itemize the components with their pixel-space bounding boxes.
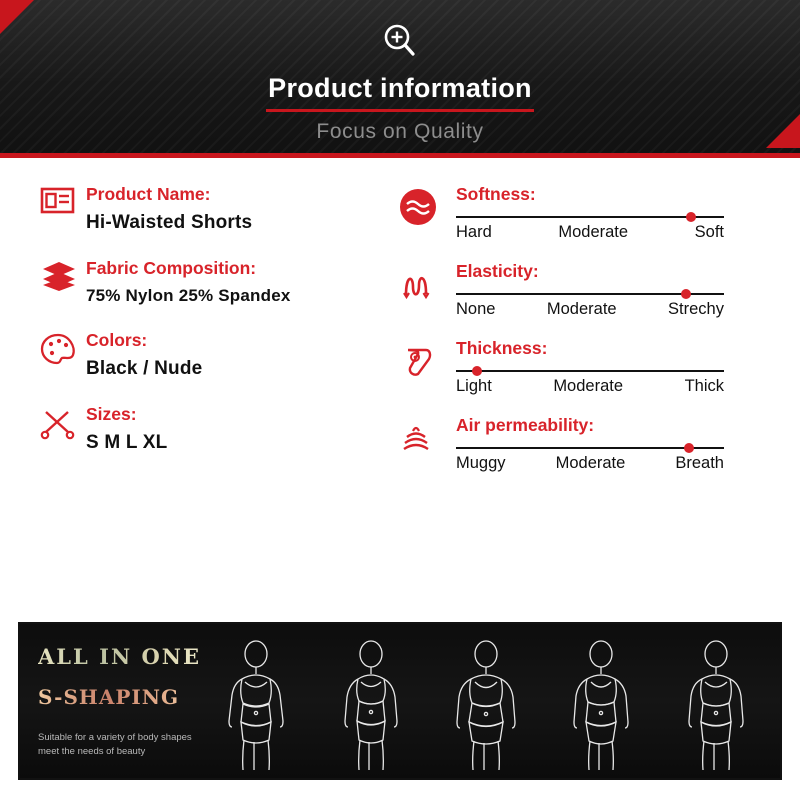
- banner-title-line2: S-SHAPING: [38, 685, 208, 709]
- rating-scale: [456, 447, 724, 473]
- spec-label: Fabric Composition:: [86, 258, 257, 278]
- rating-thickness: [396, 338, 800, 396]
- spec-sizes: [40, 404, 388, 454]
- scale-option: None: [456, 300, 496, 318]
- body-shape-figure: [668, 638, 764, 774]
- scale-option: Moderate: [558, 223, 629, 241]
- search-plus-icon: [0, 18, 800, 69]
- page-title: Product information: [268, 73, 532, 103]
- spec-value: 75% Nylon 25% Spandex: [86, 286, 291, 305]
- page-subtitle: Focus on Quality: [316, 120, 484, 143]
- scale-marker-dot: [684, 443, 694, 453]
- rating-label: Air permeability:: [456, 415, 595, 435]
- softness-waves-icon: [396, 184, 456, 235]
- title-underline: [266, 109, 534, 112]
- banner-text-block: [38, 644, 208, 760]
- banner-title-line1: ALL IN ONE: [38, 644, 208, 669]
- rating-scale: [456, 216, 724, 242]
- scale-line: [456, 447, 724, 449]
- scale-option: Moderate: [555, 454, 626, 472]
- rating-softness: [396, 184, 800, 242]
- product-tag-icon: [40, 184, 86, 221]
- spec-column-left: [0, 184, 388, 492]
- spec-label: Sizes:: [86, 404, 137, 424]
- spec-product-name: [40, 184, 388, 234]
- rating-label: Softness:: [456, 184, 536, 204]
- specifications-area: [0, 158, 800, 598]
- scale-option: Hard: [456, 223, 492, 241]
- spec-value: S M L XL: [86, 432, 168, 453]
- body-shape-figure: [438, 638, 534, 774]
- scale-labels: [456, 300, 724, 319]
- scale-option: Breath: [675, 454, 724, 472]
- spec-label: Colors:: [86, 330, 148, 350]
- spec-fabric-composition: [40, 258, 388, 306]
- scale-labels: [456, 223, 724, 242]
- all-in-one-banner: [18, 622, 782, 780]
- elasticity-spring-icon: [396, 261, 456, 312]
- banner-note: Suitable for a variety of body shapes meet the needs of beauty: [38, 732, 192, 758]
- scale-line: [456, 370, 724, 372]
- spec-value: Black / Nude: [86, 358, 203, 379]
- rating-column-right: [388, 184, 800, 492]
- scale-labels: [456, 377, 724, 396]
- fabric-layers-icon: [40, 258, 86, 297]
- header-corner-accent-bottom-right: [766, 114, 800, 148]
- scale-marker-dot: [472, 366, 482, 376]
- body-shape-figure: [208, 638, 304, 774]
- scale-marker-dot: [681, 289, 691, 299]
- color-palette-icon: [40, 330, 86, 371]
- scale-option: Muggy: [456, 454, 506, 472]
- thickness-roll-icon: [396, 338, 456, 389]
- scale-line: [456, 293, 724, 295]
- spec-value: Hi-Waisted Shorts: [86, 212, 253, 233]
- spec-label: Product Name:: [86, 184, 211, 204]
- scale-option: Moderate: [546, 300, 617, 318]
- rating-elasticity: [396, 261, 800, 319]
- body-shape-figure: [553, 638, 649, 774]
- rating-air-permeability: [396, 415, 800, 473]
- header-corner-accent-top-left: [0, 0, 34, 34]
- rating-scale: [456, 293, 724, 319]
- scissors-ruler-icon: [40, 404, 86, 445]
- scale-option: Soft: [694, 223, 724, 241]
- scale-labels: [456, 454, 724, 473]
- air-permeability-icon: [396, 415, 456, 466]
- scale-option: Moderate: [553, 377, 624, 395]
- rating-label: Elasticity:: [456, 261, 539, 281]
- rating-label: Thickness:: [456, 338, 548, 358]
- scale-marker-dot: [686, 212, 696, 222]
- scale-option: Light: [456, 377, 492, 395]
- scale-line: [456, 216, 724, 218]
- body-shape-figures: [198, 630, 774, 774]
- rating-scale: [456, 370, 724, 396]
- scale-option: Strechy: [668, 300, 724, 318]
- body-shape-figure: [323, 638, 419, 774]
- spec-colors: [40, 330, 388, 380]
- page-header: [0, 0, 800, 158]
- scale-option: Thick: [684, 377, 724, 395]
